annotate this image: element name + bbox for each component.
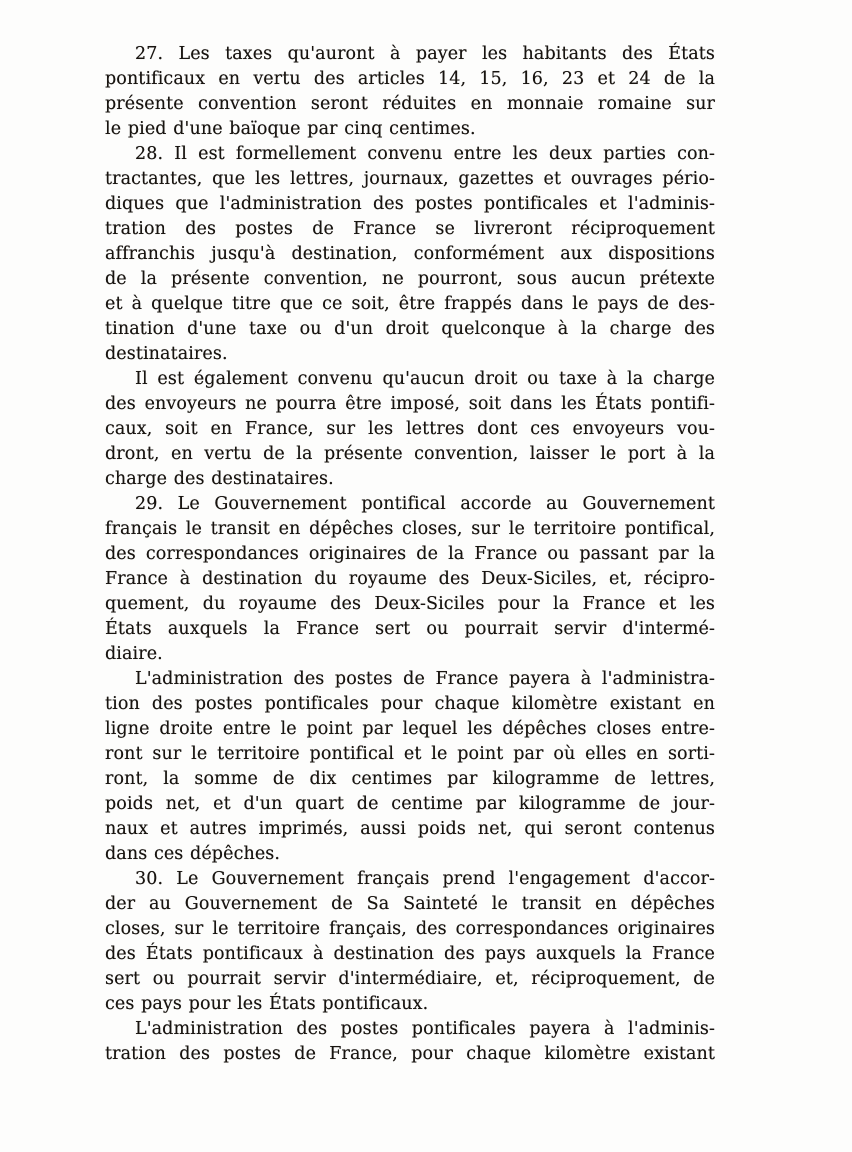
paragraph-article-30-alinea-2 <box>105 1017 715 1067</box>
text-line: dans ces dépêches. <box>105 844 281 864</box>
text-line: des États pontificaux à destination des pays auxquels la France <box>105 944 715 964</box>
text-line: der au Gouvernement de Sa Sainteté le transit en dépêches <box>105 894 715 914</box>
text-line: tration des postes de France, pour chaque kilomètre existant <box>105 1044 715 1064</box>
text-line: caux, soit en France, sur les lettres dont ces envoyeurs vou- <box>105 419 715 439</box>
text-line: L'administration des postes pontificales payera à l'adminis- <box>135 1019 715 1039</box>
text-line: charge des destinataires. <box>105 469 334 489</box>
paragraph-article-29 <box>105 492 715 667</box>
paragraph-article-28-alinea-2 <box>105 367 715 492</box>
text-line: 27. Les taxes qu'auront à payer les habitants des États <box>135 44 715 64</box>
text-line: dront, en vertu de la présente convention, laisser le port à la <box>105 444 715 464</box>
text-line: ront, la somme de dix centimes par kilogramme de lettres, <box>105 769 715 789</box>
text-line: tion des postes pontificales pour chaque kilomètre existant en <box>105 694 715 714</box>
text-line: affranchis jusqu'à destination, conformément aux dispositions <box>105 244 715 264</box>
paragraph-article-29-alinea-2 <box>105 667 715 867</box>
text-line: France à destination du royaume des Deux-Siciles, et, récipro- <box>105 569 715 589</box>
text-line: diques que l'administration des postes pontificales et l'adminis- <box>105 194 715 214</box>
text-line: des envoyeurs ne pourra être imposé, soit dans les États pontifi- <box>105 394 715 414</box>
paragraph-article-30 <box>105 867 715 1017</box>
text-line: sert ou pourrait servir d'intermédiaire, et, réciproquement, de <box>105 969 715 989</box>
text-line: closes, sur le territoire français, des correspondances originaires <box>105 919 715 939</box>
text-line: pontificaux en vertu des articles 14, 15, 16, 23 et 24 de la <box>105 69 715 89</box>
text-line: ligne droite entre le point par lequel les dépêches closes entre- <box>105 719 715 739</box>
text-line: 29. Le Gouvernement pontifical accorde au Gouvernement <box>135 494 715 514</box>
text-line: tination d'une taxe ou d'un droit quelconque à la charge des <box>105 319 715 339</box>
text-line: des correspondances originaires de la France ou passant par la <box>105 544 715 564</box>
text-line: Il est également convenu qu'aucun droit ou taxe à la charge <box>135 369 715 389</box>
text-line: diaire. <box>105 644 163 664</box>
text-line: de la présente convention, ne pourront, sous aucun prétexte <box>105 269 715 289</box>
text-line: et à quelque titre que ce soit, être frappés dans le pays de des- <box>105 294 715 314</box>
text-line: destinataires. <box>105 344 228 364</box>
text-line: ront sur le territoire pontifical et le point par où elles en sorti- <box>105 744 715 764</box>
text-line: naux et autres imprimés, aussi poids net, qui seront contenus <box>105 819 715 839</box>
paragraph-article-27 <box>105 42 715 142</box>
text-line: quement, du royaume des Deux-Siciles pour la France et les <box>105 594 715 614</box>
text-line: tractantes, que les lettres, journaux, gazettes et ouvrages pério- <box>105 169 715 189</box>
text-line: États auxquels la France sert ou pourrait servir d'intermé- <box>105 619 715 639</box>
text-line: ces pays pour les États pontificaux. <box>105 994 429 1014</box>
text-line: 30. Le Gouvernement français prend l'engagement d'accor- <box>135 869 715 889</box>
text-line: poids net, et d'un quart de centime par kilogramme de jour- <box>105 794 715 814</box>
text-line: le pied d'une baïoque par cinq centimes. <box>105 119 476 139</box>
text-line: tration des postes de France se livreront réciproquement <box>105 219 715 239</box>
text-line: L'administration des postes de France payera à l'administra- <box>135 669 715 689</box>
text-block <box>105 42 715 1067</box>
text-line: présente convention seront réduites en monnaie romaine sur <box>105 94 715 114</box>
text-line: 28. Il est formellement convenu entre les deux parties con- <box>135 144 715 164</box>
text-line: français le transit en dépêches closes, sur le territoire pontifical, <box>105 519 715 539</box>
paragraph-article-28 <box>105 142 715 367</box>
